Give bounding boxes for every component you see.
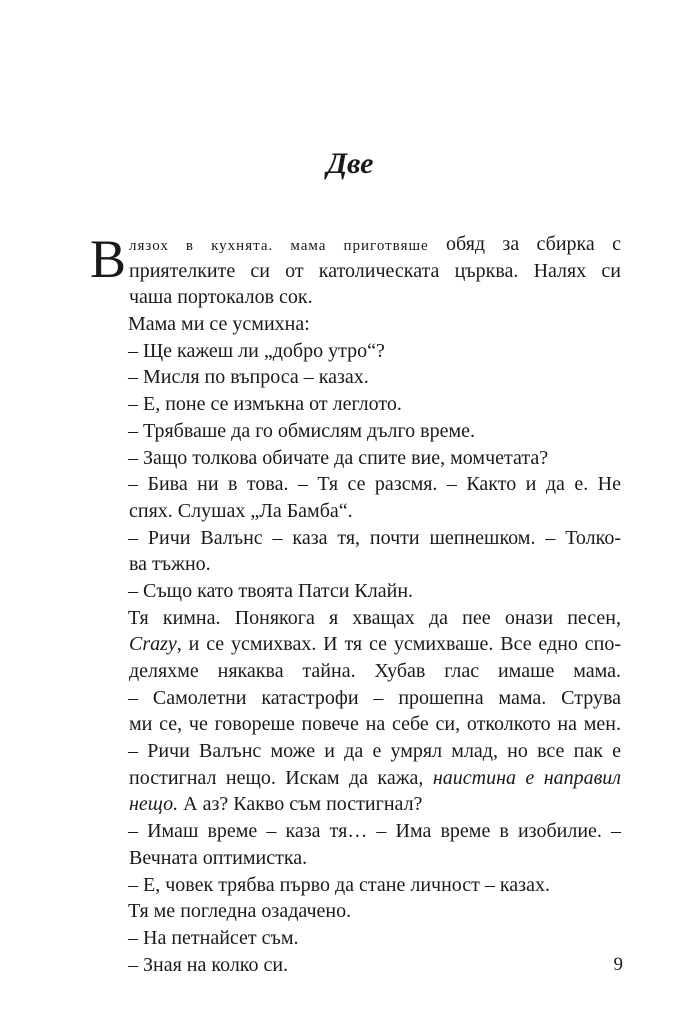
chapter-title: Две [326,147,374,180]
text-line: – Също като твоята Патси Клайн. [128,579,414,602]
text-line: – Мисля по въпроса – казах. [128,366,369,389]
text-line: деляхме някаква тайна. Хубав глас имаше мама. [129,660,621,682]
text-line: – Имаш време – каза тя… – Има време в изобилие. – [128,820,621,843]
text-line: ми се, че говореше повече на себе си, отколкото на мен. [129,713,621,736]
italic-phrase-cont: нещо. [129,793,179,816]
text-line: Вечната оптимистка. [129,846,308,869]
text-line: – Ще кажеш ли „добро утро“? [128,339,385,362]
italic-crazy: Crazy [129,633,177,656]
text-line: – Самолетни катастрофи – прошепна мама. Струва [128,686,621,709]
italic-phrase: наистина е направил [432,766,622,789]
text-line: – Зная на колко си. [128,953,289,976]
text-line: – Е, човек трябва първо да стане личност – казах. [128,873,550,896]
text-line: ва тъжно. [129,553,211,576]
text-line-italic-cont: нещо. А аз? Какво съм постигнал? [129,793,423,816]
text-line: – Е, поне се измъкна от леглото. [128,393,402,416]
text-line: спях. Слушах „Ла Бамба“. [129,499,353,522]
drop-cap: В [90,229,127,289]
text-line: – Ричи Валънс – каза тя, почти шепнешком. – Толко- [128,526,621,549]
opening-smallcaps: лязох в кухнята. мама приготвяше [129,238,429,254]
page-number: 9 [613,954,623,975]
text-line-italic: постигнал нещо. Искам да кажа, наистина е направил [129,766,622,789]
body-text [91,231,621,978]
opening-rest: обяд за сбирка с [446,233,622,255]
text-line: Тя кимна. Понякога я хващах да пее онази песен, [128,606,621,629]
text-line: – Бива ни в това. – Тя се разсмя. – Както и да е. Не [128,473,621,496]
text-line-crazy: Crazy, и се усмихвах. И тя се усмихваше. Все едно спо- [129,633,621,656]
text-line: – Ричи Валънс може и да е умрял млад, но все пак е [128,740,621,763]
text-line: чаша портокалов сок. [129,286,313,309]
text-line: – Трябваше да го обмислям дълго време. [128,419,476,442]
text-line: – На петнайсет съм. [128,926,299,949]
text-line: приятелките си от католическата църква. Налях си [129,259,621,282]
text-line: Мама ми се усмихна: [128,313,310,336]
text-line: Тя ме погледна озадачено. [128,900,352,923]
text-line: – Защо толкова обичате да спите вие, момчетата? [128,446,549,469]
